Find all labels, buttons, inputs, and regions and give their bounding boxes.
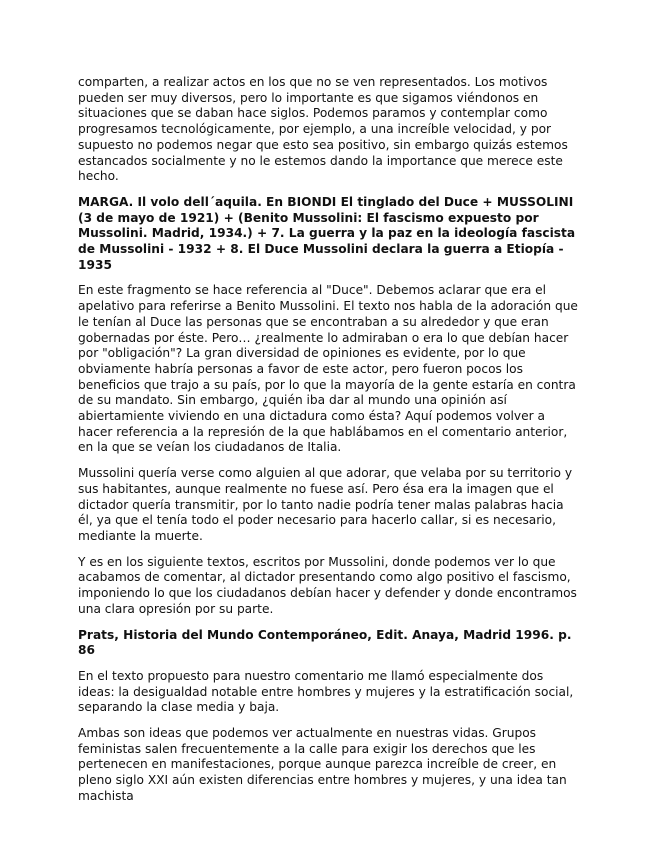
body-paragraph: Mussolini quería verse como alguien al que adorar, que velaba por su territorio y sus habitantes, aunque realmente no fuese así. Pero ésa era la imagen que el dictador quería transmitir, por lo tanto nadie podría tener malas palabras hacia él, ya que el tenía todo el poder necesario para hacerlo callar, si es necesario, mediante la muerte.	[78, 466, 573, 543]
body-paragraph: Ambas son ideas que podemos ver actualmente en nuestras vidas. Grupos feministas salen frecuentemente a la calle para exigir los derechos que les pertenecen en manifestaciones, porque aunque parezca increíble de creer, en pleno siglo XXI aún existen diferencias entre hombres y mujeres, y una idea tan machista	[78, 726, 567, 803]
document-page	[78, 75, 578, 815]
body-paragraph: En el texto propuesto para nuestro comentario me llamó especialmente dos ideas: la desigualdad notable entre hombres y mujeres y la estratificación social, separando la clase media y baja.	[78, 668, 574, 715]
body-paragraph: En este fragmento se hace referencia al "Duce". Debemos aclarar que era el apelativo para referirse a Benito Mussolini. El texto nos habla de la adoración que le tenían al Duce las personas que se encontraban a su alrededor y que eran gobernadas por éste. Pero… ¿realmente lo admiraban o era lo que debían hacer por "obligación"? La gran diversidad de opiniones es evidente, por lo que obviamente habría personas a favor de este actor, pero fueron pocos los beneficios que trajo a su país, por lo que la mayoría de la gente estaría en contra de su mandato. Sin embargo, ¿quién iba dar al mundo una opinión así abiertamiente viviendo en una dictadura como ésta? Aquí podemos volver a hacer referencia a la represión de la que hablábamos en el comentario anterior, en la que se veían los ciudadanos de Italia.	[78, 283, 578, 455]
section-heading: Prats, Historia del Mundo Contemporáneo, Edit. Anaya, Madrid 1996. p. 86	[78, 627, 572, 658]
section-heading: MARGA. Il volo dell´aquila. En BIONDI El tinglado del Duce + MUSSOLINI (3 de mayo de 1921) + (Benito Mussolini: El fascismo expuesto por Mussolini. Madrid, 1934.) + 7. La guerra y la paz en la ideología fascista de Mussolini - 1932 + 8. El Duce Mussolini declara la guerra a Etiopía - 1935	[78, 194, 576, 272]
body-paragraph: comparten, a realizar actos en los que no se ven representados. Los motivos pueden ser muy diversos, pero lo importante es que sigamos viéndonos en situaciones que se daban hace siglos. Podemos paramos y contemplar como progresamos tecnológicamente, por ejemplo, a una increíble velocidad, y por supuesto no podemos negar que esto sea positivo, sin embargo quizás estemos estancados socialmente y no le estemos dando la importance que merece este hecho.	[78, 75, 568, 184]
body-paragraph: Y es en los siguiente textos, escritos por Mussolini, donde podemos ver lo que acabamos de comentar, al dictador presentando como algo positivo el fascismo, imponiendo lo que los ciudadanos debían hacer y defender y donde encontramos una clara opresión por su parte.	[78, 554, 577, 616]
